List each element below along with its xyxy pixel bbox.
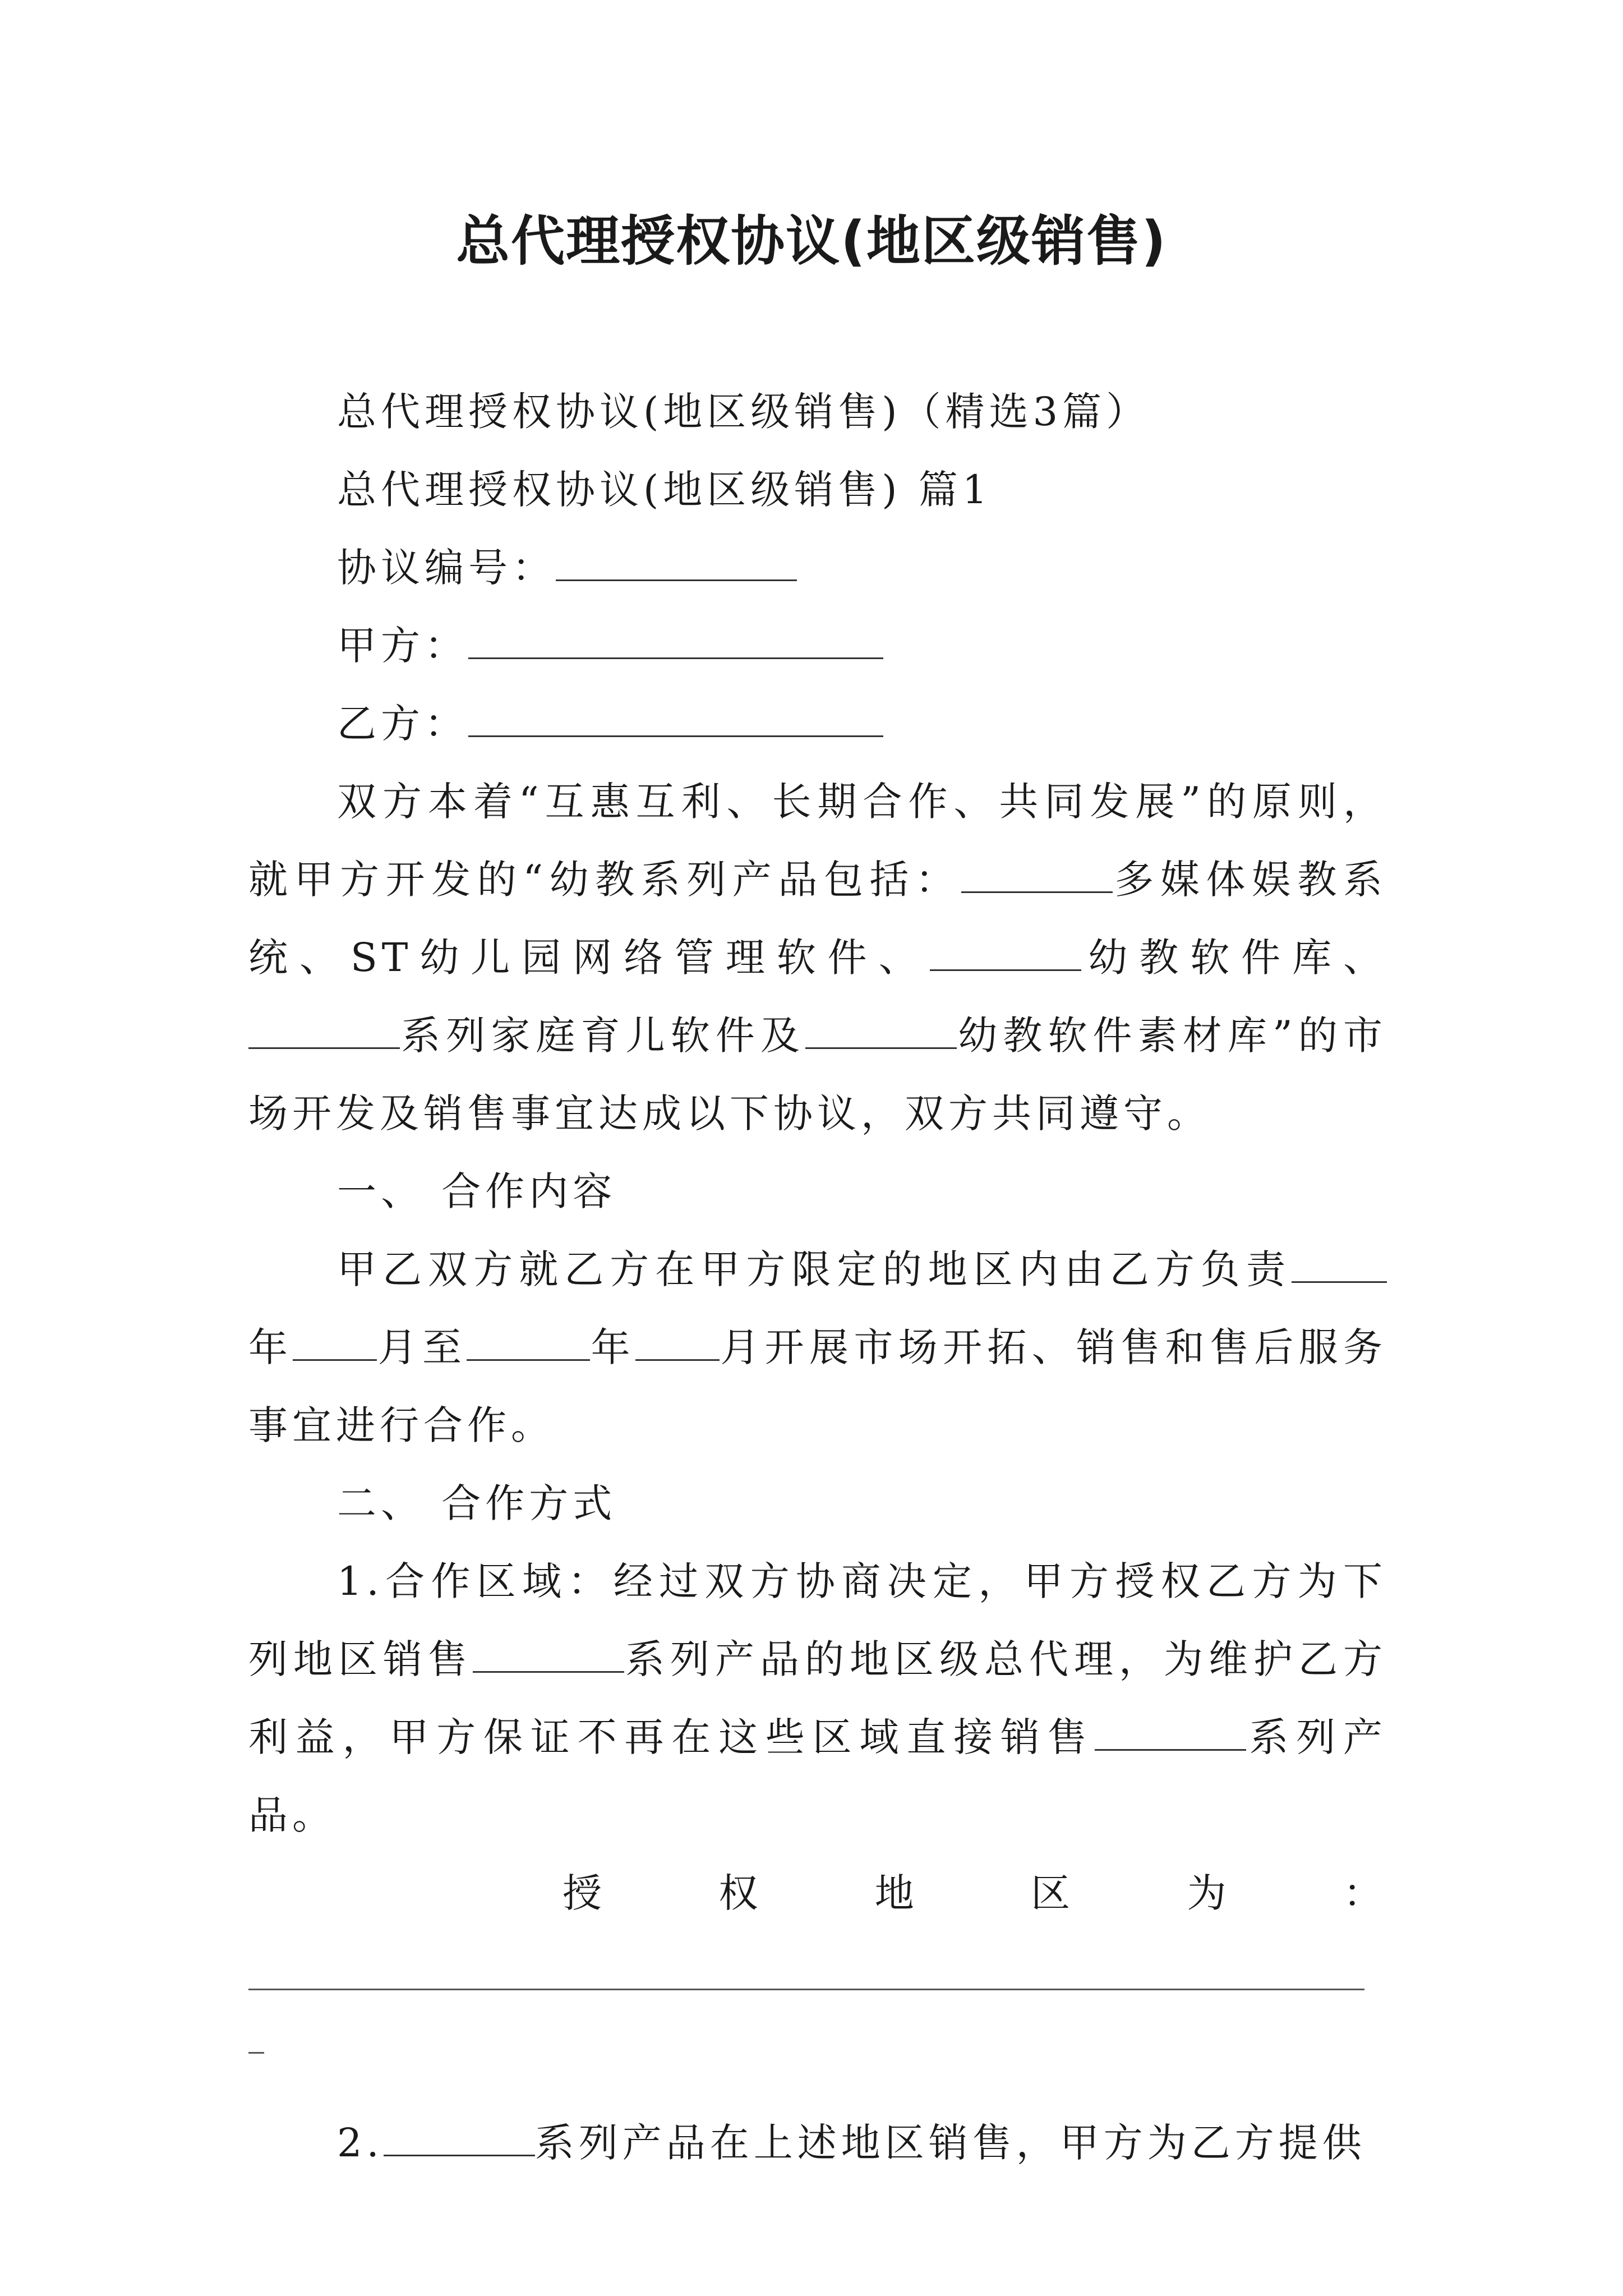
authorized-area-blank-end	[248, 1990, 264, 2054]
area-text-2: 系列产品的地区级总代理，为维护乙方利益，甲方保证不再在这些区域直接销售	[248, 1636, 1387, 1760]
intro-text-2: 多媒体娱教系统、ST幼儿园网络管理软件、	[248, 857, 1387, 981]
auth-char: 为	[1187, 1870, 1231, 1916]
auth-char: 授	[562, 1870, 606, 1916]
cooperation-paragraph	[248, 1231, 1387, 1465]
party-a-label: 甲方：	[337, 623, 468, 669]
auth-char: ：	[1343, 1870, 1387, 1916]
party-a-blank	[468, 620, 883, 660]
section-heading: 总代理授权协议(地区级销售) 篇1	[337, 467, 992, 513]
month-blank-2	[635, 1322, 720, 1361]
cooperation-text-4: 年	[590, 1324, 636, 1370]
authorized-area-blank	[248, 1955, 1364, 1990]
product-blank-1	[961, 854, 1113, 894]
party-b-label: 乙方：	[337, 701, 468, 747]
area-text-3: 系列产品。	[248, 1714, 1387, 1838]
intro-text-1: 双方本着“互惠互利、长期合作、共同发展”的原则，就甲方开发的“幼教系列产品包括：	[248, 779, 1387, 903]
area-text-1: 1.合作区域：经过双方协商决定，甲方授权乙方为下列地区销售	[248, 1558, 1387, 1682]
auth-char: 权	[718, 1870, 763, 1916]
subtitle: 总代理授权协议(地区级销售)（精选3篇）	[337, 389, 1150, 435]
item-2-number: 2.	[337, 2120, 384, 2166]
intro-text-4: 系列家庭育儿软件及	[400, 1013, 806, 1059]
intro-text-5: 幼教软件素材库”的市场开发及销售事宜达成以下协议，双方共同遵守。	[248, 1013, 1387, 1137]
year-blank-1	[1292, 1244, 1387, 1283]
area-product-blank-2	[1095, 1712, 1246, 1751]
heading-cooperation-content: 一、 合作内容	[337, 1168, 617, 1214]
auth-char: 区	[1031, 1870, 1075, 1916]
intro-text-3: 幼教软件库、	[1081, 935, 1387, 981]
auth-char: 地	[874, 1870, 919, 1916]
party-a-line	[248, 607, 1387, 685]
party-b-line	[248, 685, 1387, 763]
agreement-number-label: 协议编号：	[337, 545, 556, 591]
year-blank-2	[467, 1322, 590, 1361]
item-2-line	[248, 2104, 1387, 2182]
product-blank-4	[805, 1010, 957, 1050]
intro-paragraph	[248, 763, 1387, 1153]
product-blank-2	[930, 932, 1081, 972]
cooperation-text-2: 年	[248, 1324, 293, 1370]
agreement-number-blank	[556, 542, 797, 582]
authorized-area-line	[248, 1855, 1387, 1932]
item-2-product-blank	[384, 2118, 535, 2157]
agreement-number-line	[248, 529, 1387, 607]
document-body	[248, 373, 1387, 2182]
cooperation-text-1: 甲乙双方就乙方在甲方限定的地区内由乙方负责	[337, 1246, 1292, 1292]
document-title: 总代理授权协议(地区级销售)	[456, 210, 1167, 273]
item-2-text: 系列产品在上述地区销售，甲方为乙方提供	[534, 2120, 1366, 2166]
product-blank-3	[248, 1010, 400, 1050]
cooperation-text-3: 月至	[377, 1324, 467, 1370]
heading-cooperation-method: 二、 合作方式	[337, 1480, 617, 1526]
party-b-blank	[468, 698, 883, 738]
cooperation-text-5: 月开展市场开拓、销售和售后服务事宜进行合作。	[248, 1324, 1387, 1448]
month-blank-1	[293, 1322, 377, 1361]
area-product-blank-1	[473, 1634, 624, 1673]
area-paragraph	[248, 1543, 1387, 1855]
